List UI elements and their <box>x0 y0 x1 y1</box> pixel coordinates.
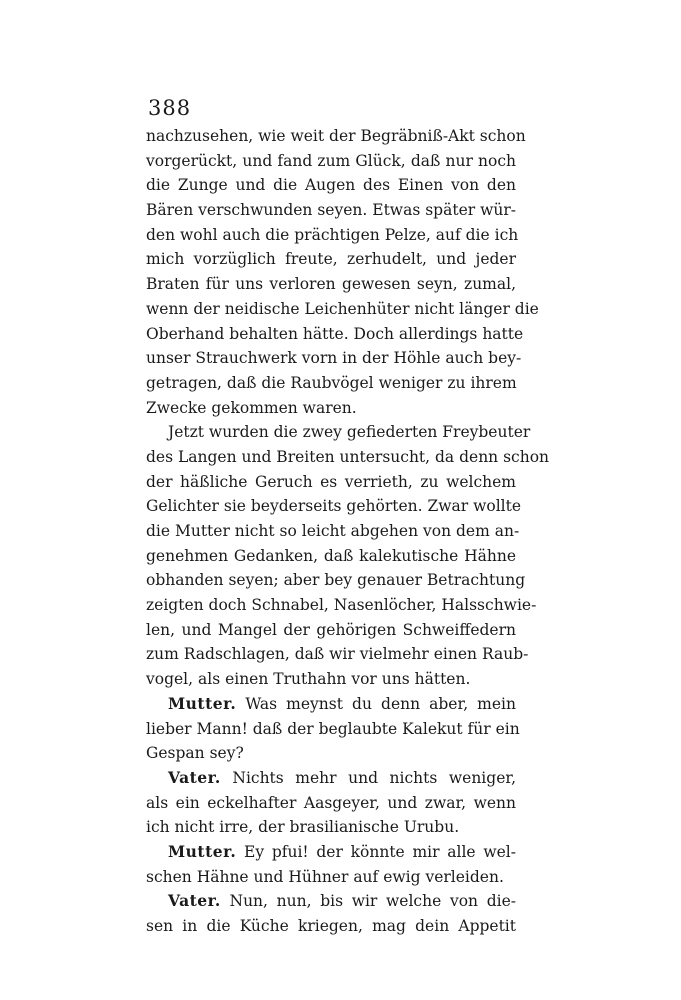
text-line: schen Hähne und Hühner auf ewig verleiden. <box>146 867 504 886</box>
text-line: sen in die Küche kriegen, mag dein Appetit <box>146 917 516 935</box>
text-line: Bären verschwunden seyen. Etwas später wür- <box>146 201 516 220</box>
page-number: 388 <box>148 96 192 120</box>
text-line: des Langen und Breiten untersucht, da denn schon <box>146 447 550 466</box>
dialogue-text: Nun, nun, bis wir welche von die- <box>229 892 516 911</box>
dialogue-text: Nichts mehr und nichts weniger, <box>232 768 516 787</box>
text-line: die Zunge und die Augen des Einen von den <box>146 176 516 195</box>
paragraph-start-line: Jetzt wurden die zwey gefiederten Freybeuter <box>168 423 531 442</box>
speaker-label: Mutter. <box>168 693 237 713</box>
text-line: lieber Mann! daß der beglaubte Kalekut für ein <box>146 719 520 738</box>
speaker-label: Vater. <box>168 891 221 911</box>
text-line: zeigten doch Schnabel, Nasenlöcher, Halsschwie- <box>146 596 537 615</box>
dialogue-text: Was meynst du denn aber, mein <box>245 694 516 713</box>
text-line: getragen, daß die Raubvögel weniger zu ihrem <box>146 373 517 392</box>
text-line: vogel, als einen Truthahn vor uns hätten. <box>146 670 471 689</box>
text-line: nachzusehen, wie weit der Begräbniß-Akt schon <box>146 127 526 145</box>
text-line: Oberhand behalten hätte. Doch allerdings hatte <box>146 324 524 343</box>
text-line: wenn der neidische Leichenhüter nicht länger die <box>146 299 539 318</box>
text-line: len, und Mangel der gehörigen Schweiffedern <box>146 620 516 639</box>
text-line: Gelichter sie beyderseits gehörten. Zwar wollte <box>146 497 522 516</box>
text-line: genehmen Gedanken, daß kalekutische Hähne <box>146 546 516 565</box>
text-line: vorgerückt, und fand zum Glück, daß nur noch <box>146 151 516 170</box>
text-line: unser Strauchwerk vorn in der Höhle auch bey- <box>146 349 522 368</box>
dialogue-line <box>146 766 516 791</box>
text-line: Braten für uns verloren gewesen seyn, zumal, <box>146 275 516 294</box>
text-line: Zwecke gekommen waren. <box>146 398 357 417</box>
text-line: ich nicht irre, der brasilianische Urubu. <box>146 818 460 837</box>
text-line: als ein eckelhafter Aasgeyer, und zwar, wenn <box>146 793 516 812</box>
dialogue-line <box>146 840 516 865</box>
speaker-label: Mutter. <box>168 841 237 861</box>
body-text <box>146 124 550 939</box>
text-line: zum Radschlagen, daß wir vielmehr einen Raub- <box>146 645 529 664</box>
dialogue-line <box>146 889 516 914</box>
text-line: die Mutter nicht so leicht abgehen von dem an- <box>146 522 520 540</box>
text-line: der häßliche Geruch es verrieth, zu welchem <box>146 472 516 491</box>
text-line: Gespan sey? <box>146 744 244 763</box>
text-line: mich vorzüglich freute, zerhudelt, und jeder <box>146 250 516 269</box>
text-line: den wohl auch die prächtigen Pelze, auf die ich <box>146 225 519 244</box>
text-line: obhanden seyen; aber bey genauer Betrachtung <box>146 571 526 590</box>
dialogue-line <box>146 692 516 717</box>
speaker-label: Vater. <box>168 767 221 787</box>
dialogue-text: Ey pfui! der könnte mir alle wel- <box>244 842 516 861</box>
